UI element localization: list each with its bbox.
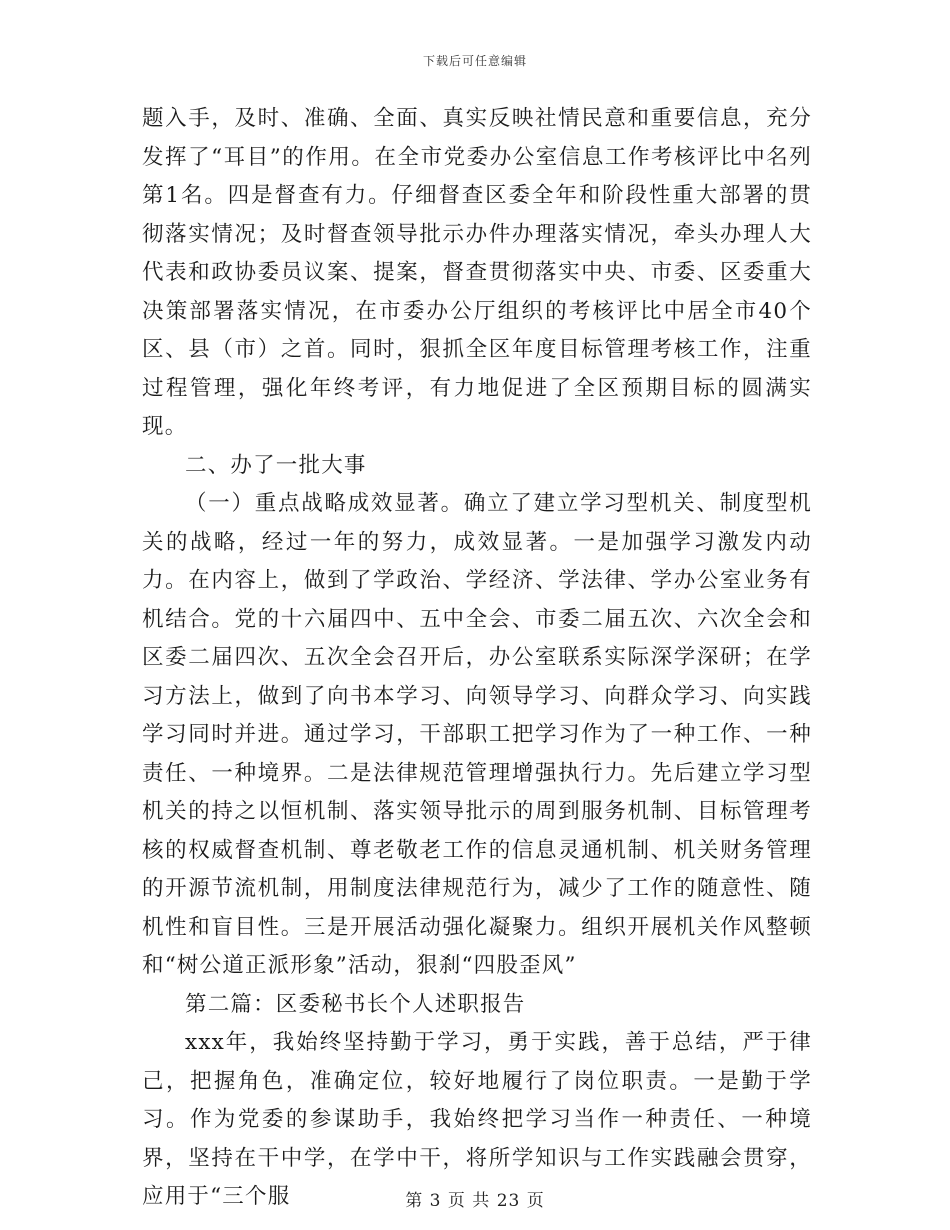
paragraph: 题入手，及时、准确、全面、真实反映社情民意和重要信息，充分发挥了“耳目”的作用。在全市党委办公室信息工作考核评比中名列第1名。四是督查有力。仔细督查区委全年和阶段性重大部署的贯彻落实情况；及时督查领导批示办件办理落实情况，牵头办理人大代表和政协委员议案、提案，督查贯彻落实中央、市委、区委重大决策部署落实情况，在市委办公厅组织的考核评比中居全市40个区、县（市）之首。同时，狠抓全区年度目标管理考核工作，注重过程管理，强化年终考评，有力地促进了全区预期目标的圆满实现。 (142, 106, 812, 439)
paragraph: xxx年，我始终坚持勤于学习，勇于实践，善于总结，严于律己，把握角色，准确定位，较好地履行了岗位职责。一是勤于学习。作为党委的参谋助手，我始终把学习当作一种责任、一种境界，坚持在干中学，在学中干，将所学知识与工作实践融会贯穿，应用于“三个服 (142, 1030, 812, 1209)
section-heading: 二、办了一批大事 (185, 452, 367, 478)
document-body (142, 100, 812, 1217)
page-header: 下载后可任意编辑 (422, 54, 527, 68)
page-number-footer: 第 3 页 共 23 页 (405, 1191, 545, 1211)
paragraph: （一）重点战略成效显著。确立了建立学习型机关、制度型机关的战略，经过一年的努力，成效显著。一是加强学习激发内动力。在内容上，做到了学政治、学经济、学法律、学办公室业务有机结合。党的十六届四中、五中全会、市委二届五次、六次全会和区委二届四次、五次全会召开后，办公室联系实际深学深研；在学习方法上，做到了向书本学习、向领导学习、向群众学习、向实践学习同时并进。通过学习，干部职工把学习作为了一种工作、一种责任、一种境界。二是法律规范管理增强执行力。先后建立学习型机关的持之以恒机制、落实领导批示的周到服务机制、目标管理考核的权威督查机制、尊老敬老工作的信息灵通机制、机关财务管理的开源节流机制，用制度法律规范行为，减少了工作的随意性、随机性和盲目性。三是开展活动强化凝聚力。组织开展机关作风整顿和“树公道正派形象”活动，狠刹“四股歪风” (142, 491, 812, 978)
chapter-title: 第二篇：区委秘书长个人述职报告 (185, 991, 526, 1017)
